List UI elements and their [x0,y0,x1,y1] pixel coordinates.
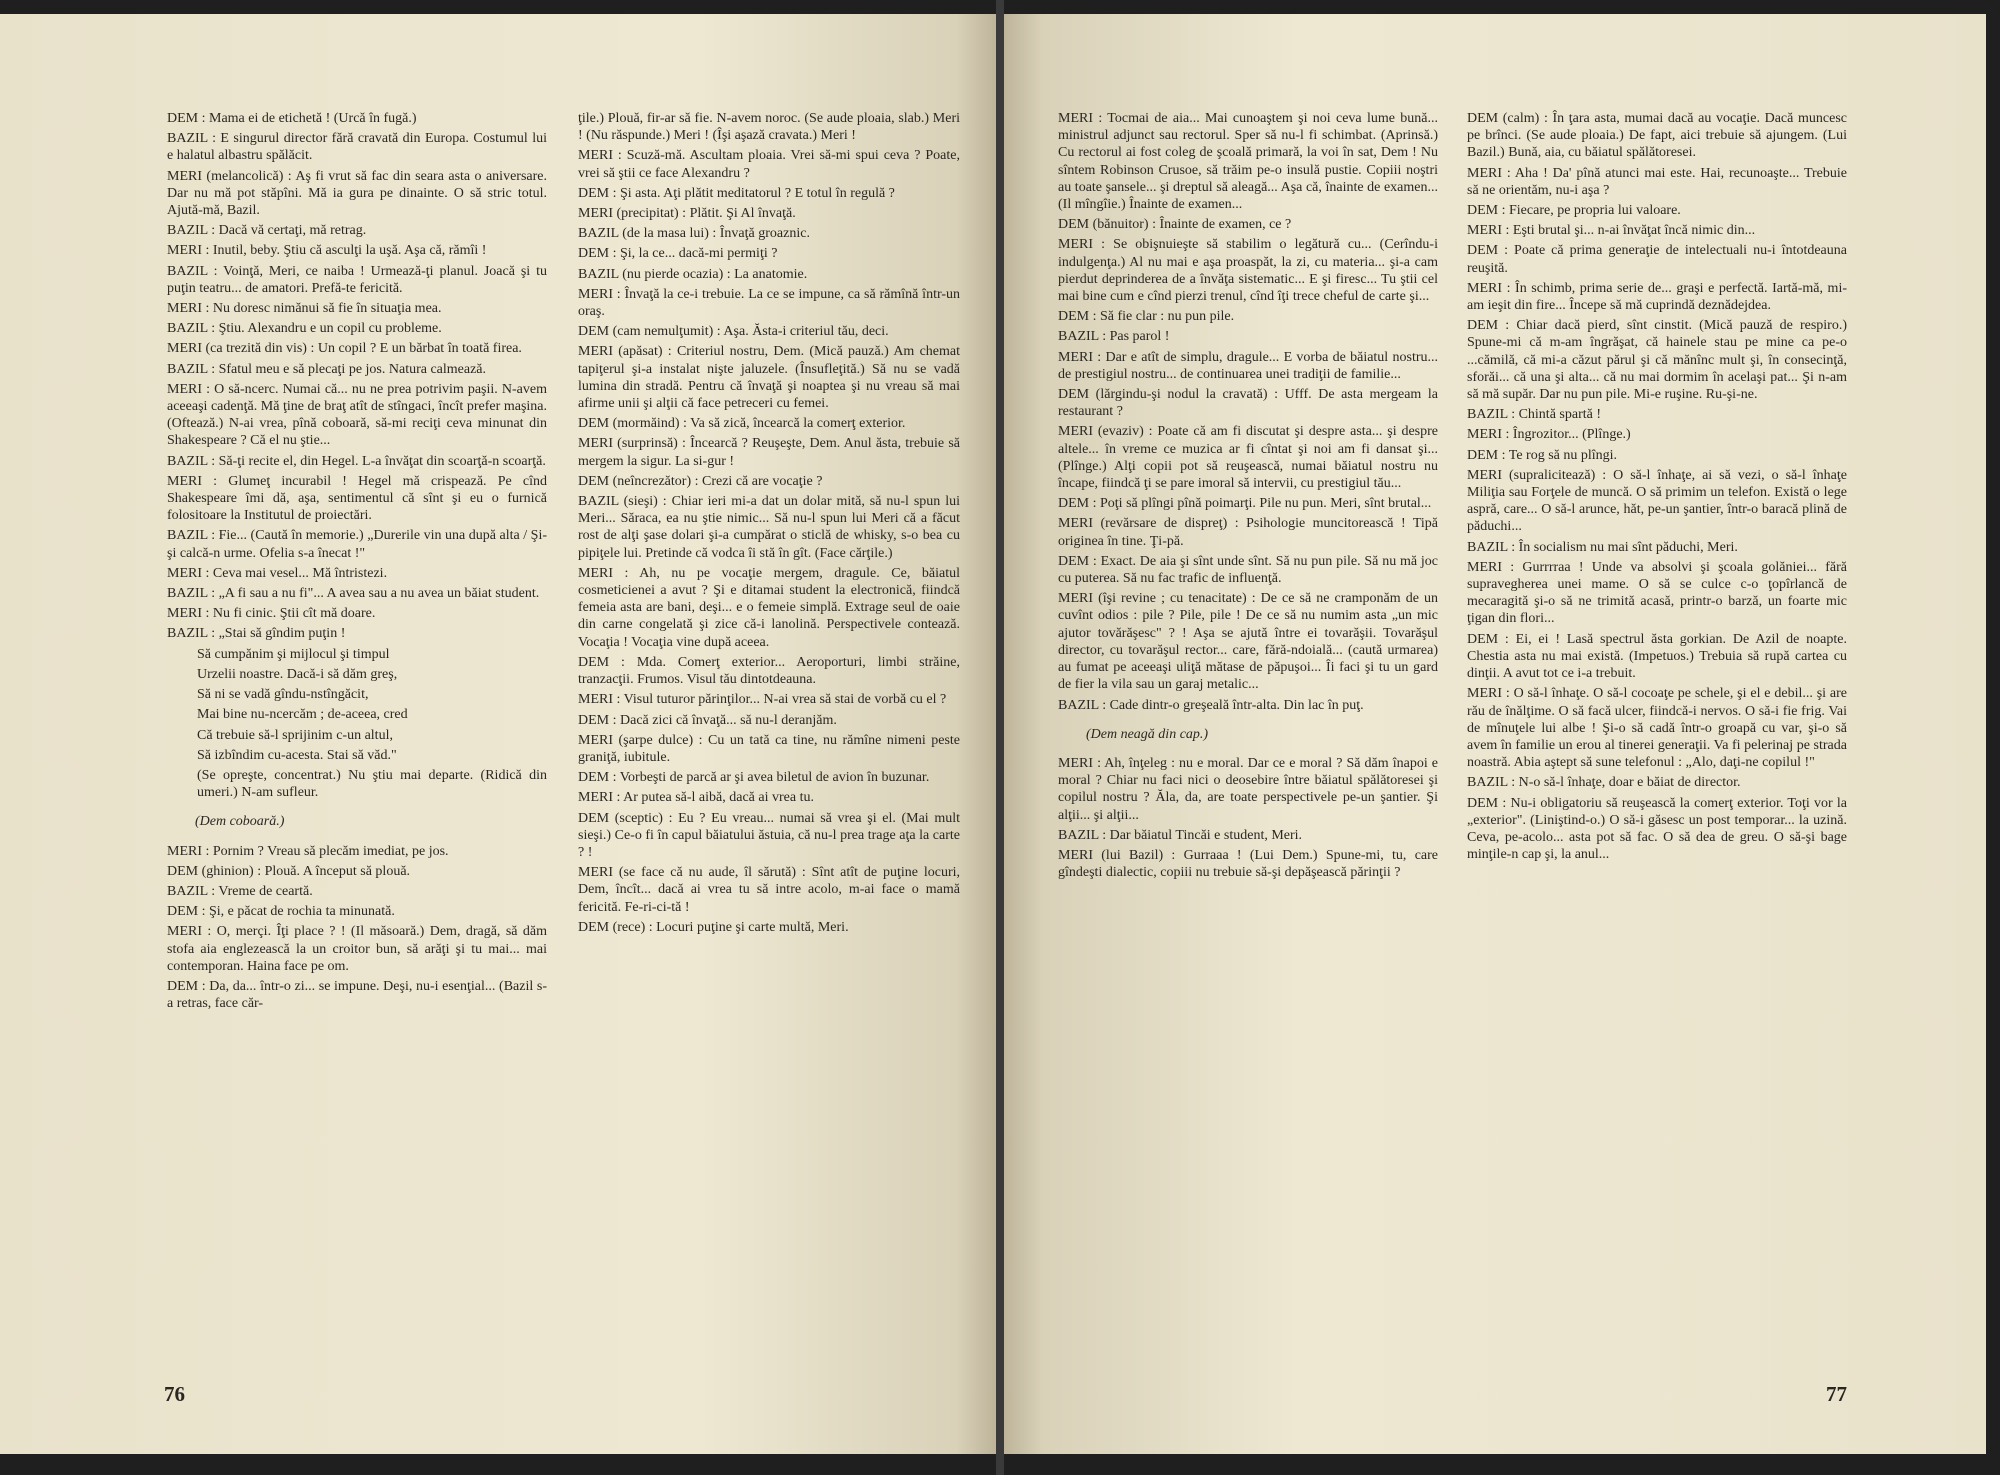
dialogue-line: MERI : O, merçi. Îţi place ? ! (Il măsoară.) Dem, dragă, să dăm stofa aia englezească la un croitor bun, să arăţi şi tu mai... mai contemporan. Haina face pe om. [167,924,547,974]
dialogue-line: MERI : În schimb, prima serie de... graşi e perfectă. Iartă-mă, mi-am ieşit din fire... Începe să mă cuprindă deznădejdea. [1467,280,1847,314]
dialogue-line: MERI (îşi revine ; cu tenacitate) : De ce să ne cramponăm de un cuvînt odios : pile ? Pile, pile ! De ce să nu numim asta „un mic ajutor tovărăşesc" ? ! Aşa se ajută între ei tovarăşii. Tovarăşul director, cu tovarăşul rector... care, fără-ndoială... (caută urmarea) au fumat pe aceeaşi uliţă mătase de păpuşoi... Îi faci şi tu un gard de fier la vila sau un garaj metalic... [1058,591,1438,693]
dialogue-line: MERI : Aha ! Da' pînă atunci mai este. Hai, recunoaşte... Trebuie să ne orientăm, nu-i aşa ? [1467,165,1847,198]
dialogue-line: MERI : Nu fi cinic. Ştii cît mă doare. [167,606,376,622]
dialogue-line: BAZIL : Chintă spartă ! [1467,407,1602,423]
stage-direction: (Se opreşte, concentrat.) Nu ştiu mai departe. (Ridică din umeri.) N-am sufleur. [197,767,547,801]
dialogue-line: DEM (sceptic) : Eu ? Eu vreau... numai să vrea şi el. (Mai mult sieşi.) Ce-o fi în capul băiatului ăstuia, că nu-l prea trage aţa la carte ? ! [578,810,960,860]
dialogue-line: BAZIL : Vreme de ceartă. [167,883,313,899]
dialogue-line: BAZIL : Dacă vă certaţi, mă retrag. [167,223,367,239]
dialogue-line: MERI : Inutil, beby. Ştiu că asculţi la uşă. Aşa că, rămîi ! [167,243,487,259]
dialogue-line: MERI (se face că nu aude, îl sărută) : Sînt atît de puţine locuri, Dem, încît... dacă ai vrea tu să intre acolo, m-ai face o mamă fericită. Fe-ri-ci-tă ! [578,865,960,915]
dialogue-line: MERI (precipitat) : Plătit. Şi Al învaţă. [578,206,796,222]
dialogue-line: DEM : Chiar dacă pierd, sînt cinstit. (Mică pauză de respiro.) Spune-mi că m-am îngrăşat, că hainele stau pe mine ca pe-o ...cămilă, că mi-a căzut părul şi că mănînc mult şi, în consecinţă, sforăi... că una şi alta... că nu mai dormim în acelaşi pat... Şi n-am să mă supăr. Dar nu pun pile. Mi-e ruşine. Ru-şi-ne. [1467,318,1847,403]
left-page [0,14,996,1454]
dialogue-line: MERI : Eşti brutal şi... n-ai învăţat încă nimic din... [1467,223,1756,239]
dialogue-line: BAZIL : Să-ţi recite el, din Hegel. L-a învăţat din scoarţă-n scoarţă. [167,453,546,469]
dialogue-line: MERI : Învaţă la ce-i trebuie. La ce se impune, ca să rămînă într-un oraş. [578,286,960,320]
dialogue-line: DEM (bănuitor) : Înainte de examen, ce ? [1058,217,1292,233]
dialogue-line: MERI : O să-l înhaţe. O să-l cocoaţe pe schele, şi el e debil... şi are rău de înălţime. O să facă ulcer, fiindcă-i nervos. O să-i fie frig. Vai de mînuţele lui albe ! Şi-o să cadă într-o groapă cu var, şi-o să avem în familie un erou al tinerei generaţii. Va fi pelerinaj pe strada noastră. Abia aştept să sune telefonul : „Alo, daţi-ne copilul !" [1467,686,1847,771]
dialogue-line: MERI : Dar e atît de simplu, dragule... E vorba de băiatul nostru... de prestigiul nostru... de continuarea unei tradiţii de familie... [1058,349,1438,382]
dialogue-line: BAZIL : Ştiu. Alexandru e un copil cu probleme. [167,321,442,337]
dialogue-line: BAZIL (sieşi) : Chiar ieri mi-a dat un dolar mită, să nu-l spun lui Meri... Săraca, ea nu ştie nimic... Să nu-l spun lui Meri că a făcut rost de alţi şase dolari şi-a cumpărat o sticlă de whisky, s-o bea cu pipiţele lui. Pretinde că vodca îi stă în gît. (Face cărţile.) [578,494,960,561]
dialogue-line: MERI : Glumeţ incurabil ! Hegel mă crispează. Pe cînd Shakespeare îmi dă, aşa, sentimentul că sînt şi eu o furnică folositoare la Institutul de proiectări. [167,473,547,524]
right-column-1 [1058,110,1438,884]
dialogue-line: MERI (apăsat) : Criteriul nostru, Dem. (Mică pauză.) Am chemat tapiţerul şi-a instalat nişte jaluzele. (Însufleţită.) Să nu se vadă lumina din stradă. Pentru că învaţă şi noaptea şi nu vreau să mai afirme unii şi alţii că face petreceri cu femei. [578,344,960,412]
right-column-2 [1467,110,1847,866]
verse-line: Că trebuie să-l sprijinim c-un altul, [197,727,393,743]
dialogue-line: MERI (ca trezită din vis) : Un copil ? E un bărbat în toată firea. [167,341,522,357]
dialogue-line: MERI (revărsare de dispreţ) : Psihologie muncitorească ! Tipă originea în tine. Ţi-pă. [1058,516,1438,549]
stage-direction: (Dem coboară.) [195,814,285,830]
dialogue-line: MERI (melancolică) : Aş fi vrut să fac din seara asta o aniversare. Dar nu mă pot stăpîni. Mă ia gura pe dinainte. O să stric totul. Ajută-mă, Bazil. [167,168,547,219]
dialogue-line: BAZIL : E singurul director fără cravată din Europa. Costumul lui e halatul albastru spălăcit. [167,131,547,164]
dialogue-line: MERI : Gurrrraa ! Unde va absolvi şi şcoala golăniei... fără supravegherea unei mame. O să se culce c-o ţopîrlancă de mecaragită şi-o să ne trimită acasă, printr-o barză, un foarte mic ţigan din flori... [1467,559,1847,627]
dialogue-line: BAZIL : Cade dintr-o greşeală într-alta. Din lac în puţ. [1058,697,1364,713]
verse-line: Să cumpănim şi mijlocul şi timpul [197,646,390,662]
left-column-1 [167,110,547,1015]
dialogue-line: MERI (surprinsă) : Încearcă ? Reuşeşte, Dem. Anul ăsta, trebuie să mergem la sigur. La si-gur ! [578,436,960,469]
dialogue-line: DEM : Mama ei de etichetă ! (Urcă în fugă.) [167,111,417,126]
dialogue-line: BAZIL : Voinţă, Meri, ce naiba ! Urmează-ţi planul. Joacă şi tu puţin teatru... de amatori. Prefă-te fericită. [167,263,547,296]
dialogue-line: MERI (lui Bazil) : Gurraaa ! (Lui Dem.) Spune-mi, tu, care gîndeşti dialectic, copiii nu trebuie să-şi depăşească părinţii ? [1058,847,1438,881]
dialogue-line: DEM : Ei, ei ! Lasă spectrul ăsta gorkian. De Azil de noapte. Chestia asta nu mai există. (Impetuos.) Trebuia să rupă cartea cu dinţii. A avut tot ce i-a trebuit. [1467,631,1847,682]
dialogue-line: MERI : O să-ncerc. Numai că... nu ne prea potrivim paşii. N-avem aceeaşi cadenţă. Mă ţine de braţ atît de stîngaci, încît prefer maşina. (Oftează.) N-ai vrea, pînă coboară, să-mi reciţi ceva minunat din Shakespeare ? Că el nu ştie... [167,381,547,449]
dialogue-line: DEM : Dacă zici că învaţă... să nu-l deranjăm. [578,712,837,728]
dialogue-line: MERI : Ar putea să-l aibă, dacă ai vrea tu. [578,790,814,806]
dialogue-line: DEM (mormăind) : Va să zică, încearcă la comerţ exterior. [578,416,906,432]
verse-line: Să izbîndim cu-acesta. Stai să văd." [197,747,397,763]
dialogue-line: MERI : Visul tuturor părinţilor... N-ai vrea să stai de vorbă cu el ? [578,692,947,708]
dialogue-line: DEM : Fiecare, pe propria lui valoare. [1467,203,1681,219]
dialogue-line: DEM (neîncrezător) : Crezi că are vocaţie ? [578,473,823,489]
dialogue-line: MERI : Ah, nu pe vocaţie mergem, dragule. Ce, băiatul cosmeticienei a avut ? Şi e ditamai student la electronică, fiindcă femeia asta are bani, deşi... e o femeie simplă. Extrage seul de oaie din carne congelată şi zice că-i lanolină. Perspectivele contează. Vocaţia ! Vocaţia vine după aceea. [578,565,960,650]
dialogue-line: DEM (calm) : În ţara asta, mumai dacă au vocaţie. Dacă muncesc pe brînci. (Se aude ploaia.) De fapt, aici trebuie să ajungem. (Lui Bazil.) Bună, aia, cu băiatul spălătoresei. [1467,111,1847,161]
book-gutter [996,0,1004,1475]
dialogue-line: MERI : Scuză-mă. Ascultam ploaia. Vrei să-mi spui ceva ? Poate, vrei să ştii ce face Alexandru ? [578,148,960,181]
dialogue-line: DEM : Poţi să plîngi pînă poimarţi. Pile nu pun. Meri, sînt brutal... [1058,496,1432,512]
dialogue-line: DEM : Vorbeşti de parcă ar şi avea biletul de avion în buzunar. [578,770,930,786]
dialogue-line: DEM : Exact. De aia şi sînt unde sînt. Să nu pun pile. Să nu mă joc cu puterea. Să nu fac trafic de influenţă. [1058,553,1438,587]
dialogue-line: BAZIL (nu pierde ocazia) : La anatomie. [578,266,808,282]
dialogue-line: DEM : Şi asta. Aţi plătit meditatorul ? E totul în regulă ? [578,185,895,201]
verse-line: Mai bine nu-ncercăm ; de-aceea, cred [197,707,408,723]
dialogue-line: BAZIL : „A fi sau a nu fi"... A avea sau a nu avea un băiat student. [167,586,540,602]
dialogue-line: DEM : Şi, la ce... dacă-mi permiţi ? [578,246,778,262]
page-number: 76 [164,1382,185,1406]
verse-line: Urzelii noastre. Dacă-i să dăm greş, [197,666,398,682]
dialogue-line: DEM (rece) : Locuri puţine şi carte multă, Meri. [578,919,849,935]
dialogue-line: MERI : Ceva mai vesel... Mă întristezi. [167,565,388,581]
dialogue-line: DEM : Să fie clar : nu pun pile. [1058,309,1235,325]
dialogue-line: MERI (şarpe dulce) : Cu un tată ca tine, nu rămîne nimeni peste graniţă, iubitule. [578,732,960,765]
dialogue-line: BAZIL : „Stai să gîndim puţin ! [167,626,346,642]
dialogue-line: BAZIL (de la masa lui) : Învaţă groaznic. [578,226,810,242]
dialogue-line: BAZIL : Sfatul meu e să plecaţi pe jos. Natura calmează. [167,361,487,377]
dialogue-line: DEM (ghinion) : Plouă. A început să plouă. [167,863,411,879]
dialogue-line: BAZIL : N-o să-l înhaţe, doar e băiat de director. [1467,775,1741,791]
dialogue-line: DEM : Şi, e păcat de rochia ta minunată. [167,904,395,920]
dialogue-line: DEM : Poate că prima generaţie de intelectuali nu-i întotdeauna reuşită. [1467,243,1847,276]
left-column-2 [578,110,960,939]
dialogue-line: DEM (cam nemulţumit) : Aşa. Ăsta-i criteriul tău, deci. [578,324,889,340]
dialogue-line: MERI : Pornim ? Vreau să plecăm imediat, pe jos. [167,843,449,859]
dialogue-line: MERI : Se obişnuieşte să stabilim o legătură cu... (Cerîndu-i indulgenţa.) Al nu mai e aşa proaspăt, la zi, cu materia... şi-a cam pierdut deprinderea de a învăţa sistematic... E şi firesc... Tu ştii cel mai bine cum e cînd pierzi trenul, cînd îţi trece cheful de carte şi... [1058,237,1438,305]
dialogue-line: DEM : Mda. Comerţ exterior... Aeroporturi, limbi străine, tranzacţii. Frumos. Visul tău dintotdeauna. [578,654,960,688]
dialogue-line: MERI : Nu doresc nimănui să fie în situaţia mea. [167,301,442,317]
verse-line: Să ni se vadă gîndu-nstîngăcit, [197,687,369,703]
stage-direction: (Dem neagă din cap.) [1086,726,1209,742]
dialogue-line: MERI (supralicitează) : O să-l înhaţe, ai să vezi, o să-l înhaţe Miliţia sau Forţele de muncă. O să primim un telefon. Există o lege aspră, care... O să-l arunce, hăt, pe-un şantier, într-o baracă plină de păduchi... [1467,467,1847,535]
page-number: 77 [1826,1382,1847,1406]
dialogue-line: BAZIL : Pas parol ! [1058,329,1170,345]
dialogue-line: DEM : Nu-i obligatoriu să reuşească la comerţ exterior. Toţi vor la „exterior". (Liniştind-o.) O să-i găsesc un post temporar... la uzină. Ceva, pe-acolo... asta pot să fac. O să dea de greu. O să-şi bage minţile-n cap şi, la anul... [1467,795,1847,863]
dialogue-line: DEM : Da, da... într-o zi... se impune. Deşi, nu-i esenţial... (Bazil s-a retras, face căr- [167,978,547,1012]
dialogue-line: BAZIL : Dar băiatul Tincăi e student, Meri. [1058,827,1303,843]
right-page [1004,14,1986,1454]
dialogue-line: ţile.) Plouă, fir-ar să fie. N-avem noroc. (Se aude ploaia, slab.) Meri ! (Nu răspunde.) Meri ! (Îşi aşază cravata.) Meri ! [578,111,960,144]
dialogue-line: MERI : Ah, înţeleg : nu e moral. Dar ce e moral ? Să dăm înapoi e moral ? Chiar nu faci nici o deosebire între băiatul spălătoresei şi copilul nostru ? Ăla, da, are toate perspectivele pe-un şantier. Şi alţii... şi alţii... [1058,755,1438,823]
dialogue-line: MERI : Îngrozitor... (Plînge.) [1467,427,1631,443]
dialogue-line: BAZIL : În socialism nu mai sînt păduchi, Meri. [1467,539,1738,555]
dialogue-line: MERI : Tocmai de aia... Mai cunoaştem şi noi ceva lume bună... ministrul adjunct sau rectorul. Sper să nu-l fi schimbat. (Aprinsă.) Cu rectorul ai fost coleg de şcoală primară, la voi în sat, Dem ! Nu sîntem Robinson Crusoe, să trăim pe-o insulă pustie. Copiii noştri au toate şansele... şi dreptul să aleagă... Aşa că, înainte de examen... (Il mîngîie.) Înainte de examen... [1058,111,1438,213]
dialogue-line: MERI (evaziv) : Poate că am fi discutat şi despre asta... şi despre altele... în vreme ce muzica ar fi cîntat şi noi am fi dansat şi... (Plînge.) Alţi copii pot să reuşească, numai băiatul nostru nu încape, fiindcă ţi se pare imoral să intervii, cu prestigiul tău... [1058,424,1438,492]
dialogue-line: BAZIL : Fie... (Caută în memorie.) „Durerile vin una după alta / Şi-şi calcă-n urme. Ofelia s-a înecat !" [167,528,547,561]
dialogue-line: DEM : Te rog să nu plîngi. [1467,447,1618,463]
dialogue-line: DEM (lărgindu-şi nodul la cravată) : Ufff. De asta mergeam la restaurant ? [1058,387,1438,420]
